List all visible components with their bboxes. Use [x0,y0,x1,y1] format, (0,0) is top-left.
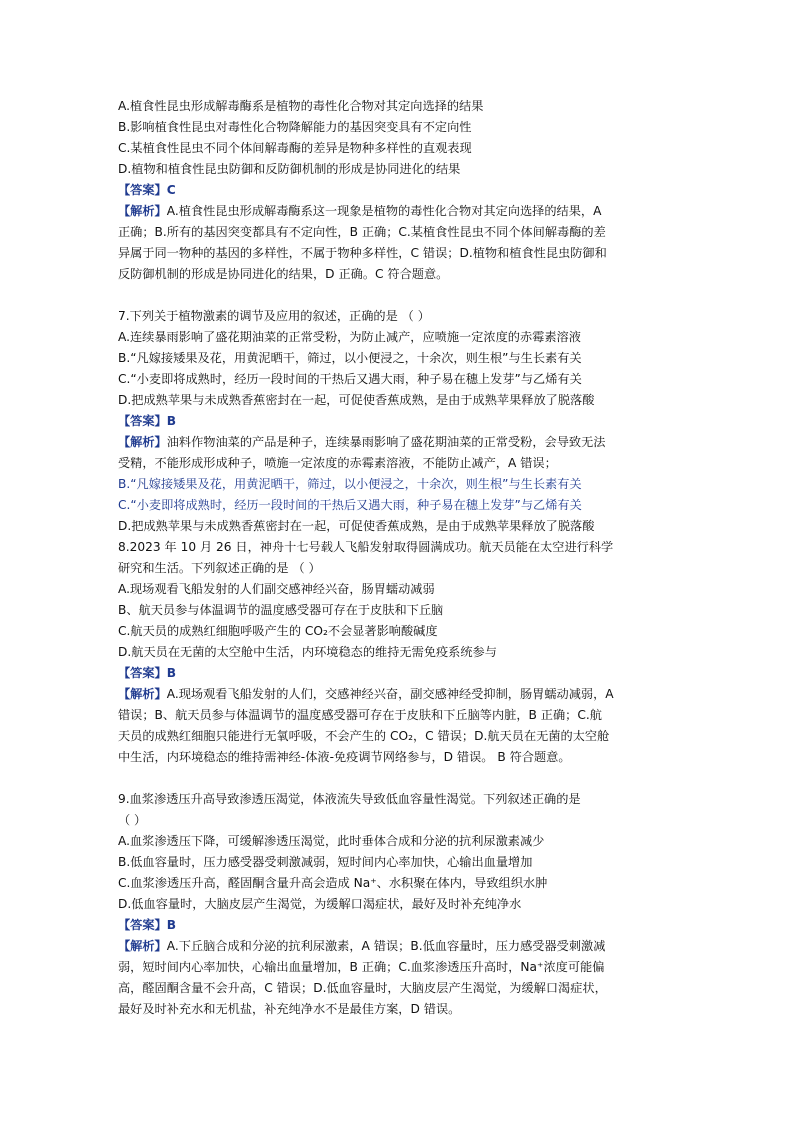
analysis-tag: 【解析】 [118,687,167,701]
q7-option-b: B.“凡嫁接矮果及花，用黄泥晒干，筛过，以小便浸之，十余次，则生根”与生长素有关 [118,351,582,365]
q9-option-b: B.低血容量时，压力感受器受刺激减弱，短时间内心率加快，心输出血量增加 [118,855,533,869]
answer-tag: 【答案】 [118,666,167,680]
q6-analysis-line-1: 【解析】A.植食性昆虫形成解毒酶系这一现象是植物的毒性化合物对其定向选择的结果，A [118,204,602,218]
q9-stem-line-2: （ ） [118,813,147,827]
q7-answer-line [118,411,688,432]
q6-analysis-line-4: 反防御机制的形成是协同进化的结果，D 正确。C 符合题意。 [118,267,449,281]
analysis-tag: 【解析】 [118,435,167,449]
q8-analysis-line-1: 【解析】A.现场观看飞船发射的人们，交感神经兴奋，副交感神经受抑制，肠胃蠕动减弱，A [118,687,614,701]
q9-answer-line [118,915,688,936]
q7-analysis-line-5: D.把成熟苹果与未成熟香蕉密封在一起，可促使香蕉成熟，是由于成熟苹果释放了脱落酸 [118,519,595,533]
q8-stem-line-2: 研究和生活。下列叙述正确的是 （ ） [118,561,321,575]
q6-option-d: D.植物和植食性昆虫防御和反防御机制的形成是协同进化的结果 [118,162,461,176]
answer-tag: 【答案】 [118,183,167,197]
q8-option-a: A.现场观看飞船发射的人们副交感神经兴奋，肠胃蠕动减弱 [118,582,435,596]
q6-analysis-line-3: 异属于同一物种的基因的多样性，不属于物种多样性，C 错误；D.植物和植食性昆虫防御和 [118,246,607,260]
q6-answer-line [118,180,688,201]
q7-analysis-line-2: 受精，不能形成形成种子，喷施一定浓度的赤霉素溶液，不能防止减产，A 错误； [118,456,557,470]
q7-analysis-line-3: B.“凡嫁接矮果及花，用黄泥晒干，筛过，以小便浸之，十余次，则生根”与生长素有关 [118,477,582,491]
q7-analysis-line-4: C.“小麦即将成熟时，经历一段时间的干热后又遇大雨，种子易在穗上发芽”与乙烯有关 [118,498,582,512]
q6-analysis-line-2: 正确；B.所有的基因突变都具有不定向性，B 正确；C.某植食性昆虫不同个体间解毒酶的差 [118,225,606,239]
q7-option-c: C.“小麦即将成熟时，经历一段时间的干热后又遇大雨，种子易在穗上发芽”与乙烯有关 [118,372,582,386]
q7-stem: 7.下列关于植物激素的调节及应用的叙述，正确的是 （ ） [118,309,430,323]
analysis-tag: 【解析】 [118,939,167,953]
q8-answer-line [118,663,688,684]
q6-option-c: C.某植食性昆虫不同个体间解毒酶的差异是物种多样性的直观表现 [118,141,472,155]
analysis-tag: 【解析】 [118,204,167,218]
q9-stem-line-1: 9.血浆渗透压升高导致渗透压渴觉，体液流失导致低血容量性渴觉。下列叙述正确的是 [118,792,581,806]
document-page [118,96,688,1020]
q9-analysis-line-4: 最好及时补充水和无机盐，补充纯净水不是最佳方案，D 错误。 [118,1002,461,1016]
q7-answer: B [166,414,177,428]
q6-option-b: B.影响植食性昆虫对毒性化合物降解能力的基因突变具有不定向性 [118,120,472,134]
q8-option-b: B、航天员参与体温调节的温度感受器可存在于皮肤和下丘脑 [118,603,444,617]
q8-analysis-line-2: 错误；B、航天员参与体温调节的温度感受器可存在于皮肤和下丘脑等内脏，B 正确；C.航 [118,708,602,722]
q7-option-d: D.把成熟苹果与未成熟香蕉密封在一起，可促使香蕉成熟，是由于成熟苹果释放了脱落酸 [118,393,595,407]
q9-answer: B [166,918,177,932]
q8-stem-line-1: 8.2023 年 10 月 26 日，神舟十七号载人飞船发射取得圆满成功。航天员能在太空进行科学 [118,540,614,554]
q9-option-a: A.血浆渗透压下降，可缓解渗透压渴觉，此时垂体合成和分泌的抗利尿激素减少 [118,834,545,848]
q9-analysis-line-1: 【解析】A.下丘脑合成和分泌的抗利尿激素，A 错误；B.低血容量时，压力感受器受刺激减 [118,939,606,953]
q9-option-d: D.低血容量时，大脑皮层产生渴觉，为缓解口渴症状，最好及时补充纯净水 [118,897,522,911]
q7-option-a: A.连续暴雨影响了盛花期油菜的正常受粉，为防止减产，应喷施一定浓度的赤霉素溶液 [118,330,581,344]
q6-option-a: A.植食性昆虫形成解毒酶系是植物的毒性化合物对其定向选择的结果 [118,99,484,113]
answer-tag: 【答案】 [118,918,167,932]
q8-analysis-line-3: 天员的成熟红细胞只能进行无氧呼吸，不会产生的 CO₂，C 错误；D.航天员在无菌的太空舱 [118,729,610,743]
q9-option-c: C.血浆渗透压升高，醛固酮含量升高会造成 Na⁺、水积聚在体内，导致组织水肿 [118,876,548,890]
q6-answer: C [166,183,176,197]
q8-answer: B [166,666,177,680]
answer-tag: 【答案】 [118,414,167,428]
q9-analysis-line-2: 弱，短时间内心率加快，心输出血量增加，B 正确；C.血浆渗透压升高时，Na⁺浓度可能偏 [118,960,605,974]
q8-analysis-line-4: 中生活，内环境稳态的维持需神经-体液-免疫调节网络参与，D 错误。 B 符合题意。 [118,750,571,764]
q7-analysis-line-1: 【解析】油料作物油菜的产品是种子，连续暴雨影响了盛花期油菜的正常受粉，会导致无法 [118,435,606,449]
q8-option-d: D.航天员在无菌的太空舱中生活，内环境稳态的维持无需免疫系统参与 [118,645,497,659]
q8-option-c: C.航天员的成熟红细胞呼吸产生的 CO₂不会显著影响酸碱度 [118,624,438,638]
q9-analysis-line-3: 高，醛固酮含量不会升高，C 错误；D.低血容量时，大脑皮层产生渴觉，为缓解口渴症状， [118,981,607,995]
